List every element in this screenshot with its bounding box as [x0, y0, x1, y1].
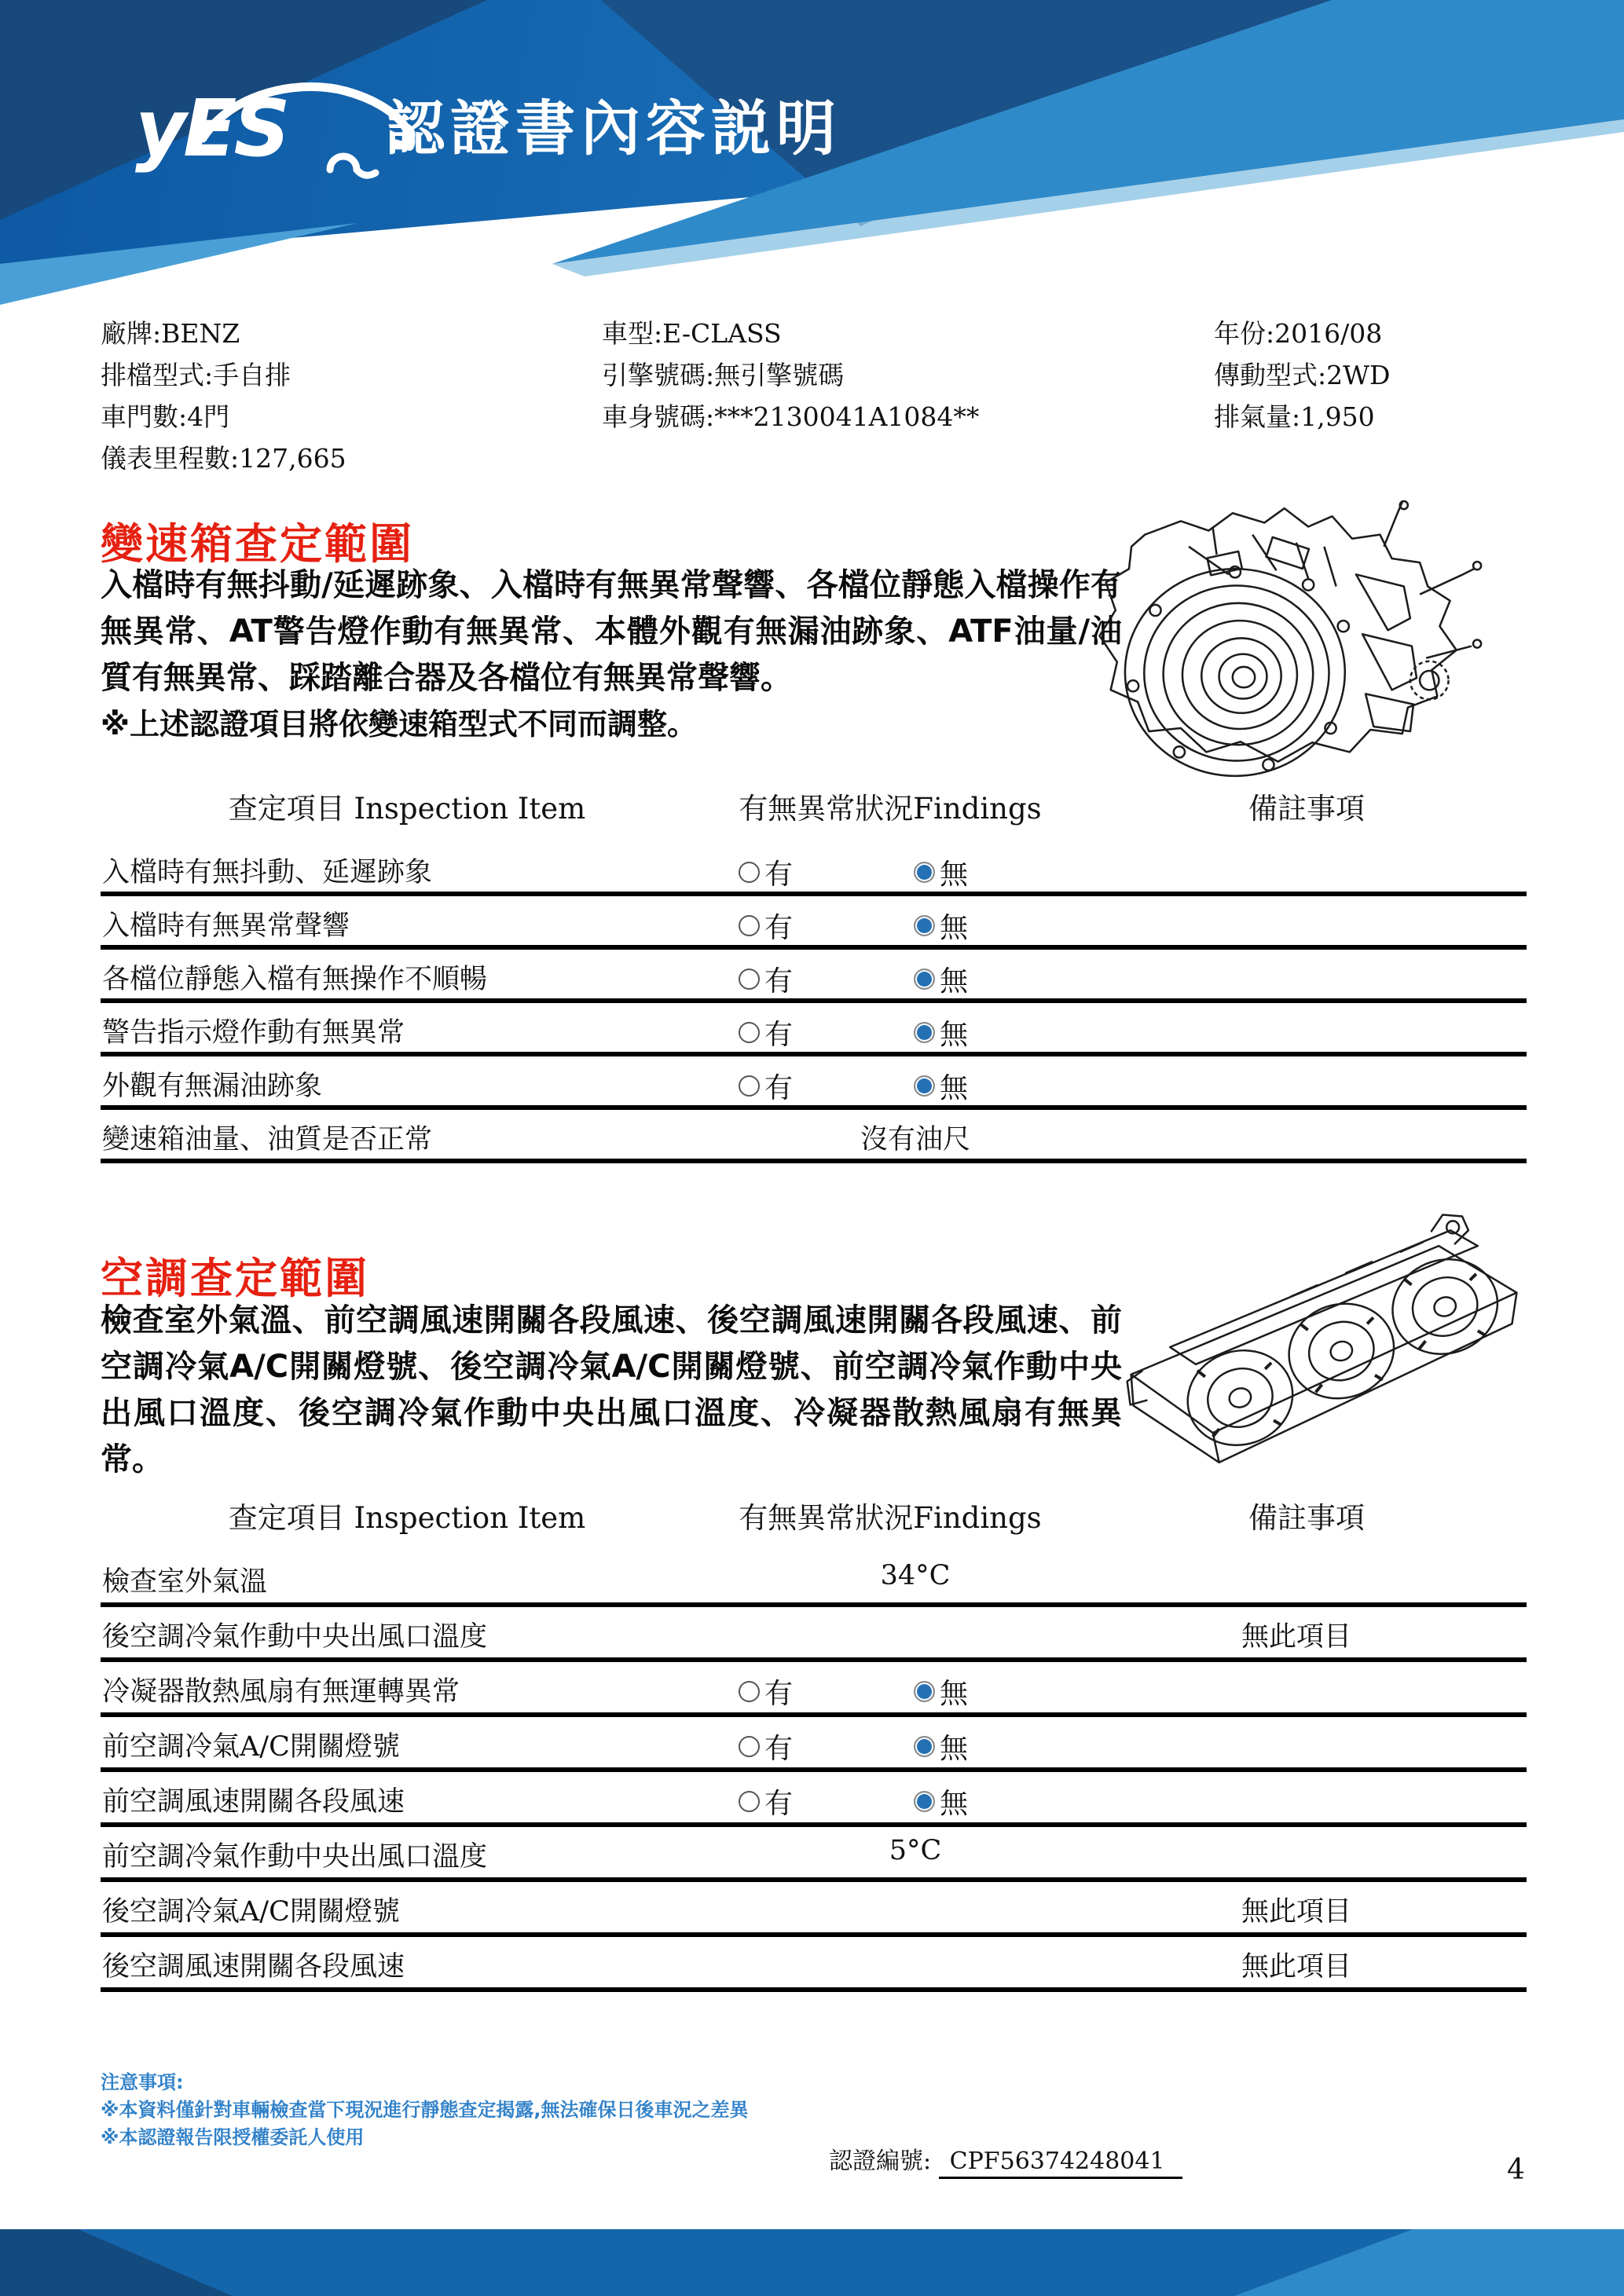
footer-note-line: ※本資料僅針對車輛檢查當下現況進行靜態查定揭露,無法確保日後車況之差異 [101, 2099, 749, 2121]
inspection-item-label: 外觀有無漏油跡象 [102, 1071, 323, 1102]
remark-text: 無此項目 [1241, 1896, 1352, 1928]
vehicle-engine-number: 引擎號碼:無引擎號碼 [602, 360, 845, 390]
radio-selected-icon [914, 862, 935, 883]
vehicle-year: 年份:2016/08 [1214, 318, 1383, 349]
radio-option-yes: 有 [739, 959, 793, 999]
transmission-description-text: 入檔時有無抖動/延遲跡象、入檔時有無異常聲響、各檔位靜態入檔操作有無異常、AT警告燈作動有無異常、本體外觀有無漏油跡象、ATF油量/油質有無異常、踩踏離合器及各檔位有無異常聲響。 [101, 567, 1122, 696]
radio-option-no: 無 [914, 1672, 968, 1712]
vehicle-vin: 車身號碼:***2130041A1084** [602, 401, 980, 432]
radio-option-yes: 有 [739, 1672, 793, 1712]
column-header-remarks: 備註事項 [1248, 1501, 1365, 1535]
radio-option-no: 無 [914, 959, 968, 999]
radio-unselected-icon [739, 1022, 760, 1043]
radio-selected-icon [914, 1022, 935, 1043]
table-header-row [101, 1483, 1527, 1544]
radio-selected-icon [914, 1075, 935, 1097]
column-header-item: 查定項目 Inspection Item [228, 792, 586, 826]
page-title: 認證書內容説明 [385, 93, 841, 163]
column-header-findings: 有無異常狀況Findings [739, 1501, 1042, 1535]
radio-unselected-icon [739, 1736, 760, 1757]
table-row [101, 896, 1527, 950]
column-header-findings: 有無異常狀況Findings [739, 792, 1042, 826]
inspection-item-label: 後空調風速開關各段風速 [102, 1951, 405, 1983]
transmission-illustration [1065, 499, 1536, 785]
finding-text: 沒有油尺 [860, 1124, 970, 1155]
radio-selected-icon [914, 1791, 935, 1812]
inspection-item-label: 前空調風速開關各段風速 [102, 1786, 405, 1818]
vehicle-info-column-2 [602, 313, 979, 438]
vehicle-odometer: 儀表里程數:127,665 [101, 443, 346, 474]
inspection-item-label: 後空調冷氣A/C開關燈號 [102, 1896, 400, 1928]
radio-selected-icon [914, 1681, 935, 1702]
table-row [101, 1552, 1527, 1607]
footer-notice-title: 注意事項: [101, 2071, 184, 2093]
vehicle-info [101, 313, 1527, 478]
table-row [101, 1937, 1527, 1992]
table-row [101, 1056, 1527, 1110]
transmission-note: ※上述認證項目將依變速箱型式不同而調整。 [101, 707, 697, 742]
column-header-remarks: 備註事項 [1248, 792, 1365, 826]
vehicle-door-count: 車門數:4門 [101, 401, 230, 432]
remark-text: 無此項目 [1241, 1621, 1352, 1653]
footer-notes [101, 2069, 748, 2151]
vehicle-drivetrain: 傳動型式:2WD [1214, 360, 1391, 390]
table-row [101, 1882, 1527, 1937]
radio-option-yes: 有 [739, 852, 793, 892]
inspection-item-label: 入檔時有無異常聲響 [102, 910, 350, 942]
radio-selected-icon [914, 915, 935, 936]
radio-unselected-icon [739, 1075, 760, 1097]
transmission-inspection-table [101, 774, 1527, 1163]
inspection-item-label: 前空調冷氣A/C開關燈號 [102, 1731, 400, 1763]
section-title-aircon: 空調查定範圍 [101, 1254, 369, 1303]
finding-text: 34°C [880, 1560, 951, 1591]
radio-option-no: 無 [914, 906, 968, 946]
radio-option-yes: 有 [739, 1782, 793, 1822]
radio-option-no: 無 [914, 1066, 968, 1106]
vehicle-model: 車型:E-CLASS [602, 318, 782, 349]
radio-option-yes: 有 [739, 1066, 793, 1106]
vehicle-brand: 廠牌:BENZ [101, 318, 240, 349]
column-header-item: 查定項目 Inspection Item [228, 1501, 586, 1535]
radio-unselected-icon [739, 1791, 760, 1812]
radio-unselected-icon [739, 915, 760, 936]
table-row [101, 1662, 1527, 1717]
radio-option-no: 無 [914, 1727, 968, 1767]
table-row [101, 1607, 1527, 1662]
certificate-number-value: CPF56374248041 [939, 2148, 1182, 2179]
radio-option-no: 無 [914, 1782, 968, 1822]
yes-logo [135, 79, 394, 189]
inspection-item-label: 入檔時有無抖動、延遲跡象 [102, 857, 433, 888]
radio-option-yes: 有 [739, 906, 793, 946]
radio-option-yes: 有 [739, 1013, 793, 1053]
radio-unselected-icon [739, 1681, 760, 1702]
page-number: 4 [1507, 2154, 1525, 2186]
table-row [101, 1717, 1527, 1772]
inspection-item-label: 冷凝器散熱風扇有無運轉異常 [102, 1676, 460, 1708]
radio-option-yes: 有 [739, 1727, 793, 1767]
vehicle-info-column-1 [101, 313, 346, 479]
section-title-transmission: 變速箱查定範圍 [101, 519, 414, 569]
table-row [101, 1827, 1527, 1882]
footer-banner [0, 2229, 1624, 2296]
vehicle-info-column-3 [1214, 313, 1391, 438]
table-row [101, 1003, 1527, 1056]
radio-selected-icon [914, 1736, 935, 1757]
inspection-item-label: 檢查室外氣溫 [102, 1566, 268, 1598]
inspection-item-label: 各檔位靜態入檔有無操作不順暢 [102, 964, 488, 995]
radio-unselected-icon [739, 862, 760, 883]
ac-control-illustration [1096, 1214, 1556, 1489]
radio-unselected-icon [739, 969, 760, 990]
inspection-item-label: 警告指示燈作動有無異常 [102, 1017, 405, 1049]
inspection-item-label: 後空調冷氣作動中央出風口溫度 [102, 1621, 488, 1653]
aircon-description-text: 檢查室外氣溫、前空調風速開關各段風速、後空調風速開關各段風速、前空調冷氣A/C開關燈號、後空調冷氣A/C開關燈號、前空調冷氣作動中央出風口溫度、後空調冷氣作動中央出風口溫度、冷凝器散熱風扇有無異常。 [101, 1302, 1122, 1478]
radio-selected-icon [914, 969, 935, 990]
vehicle-displacement: 排氣量:1,950 [1214, 401, 1375, 432]
radio-option-no: 無 [914, 852, 968, 892]
inspection-item-label: 前空調冷氣作動中央出風口溫度 [102, 1841, 488, 1873]
table-row [101, 843, 1527, 896]
table-row [101, 950, 1527, 1003]
certificate-number-label: 認證編號: [829, 2148, 932, 2175]
yes-logo-text: yES [135, 82, 288, 174]
footer-note-line: ※本認證報告限授權委託人使用 [101, 2126, 365, 2148]
vehicle-gearbox-type: 排檔型式:手自排 [101, 360, 291, 390]
inspection-item-label: 變速箱油量、油質是否正常 [102, 1124, 433, 1155]
certificate-number-line [829, 2141, 1182, 2176]
radio-option-no: 無 [914, 1013, 968, 1053]
aircon-description [101, 1298, 1122, 1483]
transmission-description [101, 562, 1122, 748]
header-banner [0, 0, 1624, 314]
table-row [101, 1110, 1527, 1163]
aircon-inspection-table [101, 1483, 1527, 1992]
finding-text: 5°C [889, 1835, 942, 1866]
table-row [101, 1772, 1527, 1827]
table-header-row [101, 774, 1527, 835]
remark-text: 無此項目 [1241, 1951, 1352, 1983]
